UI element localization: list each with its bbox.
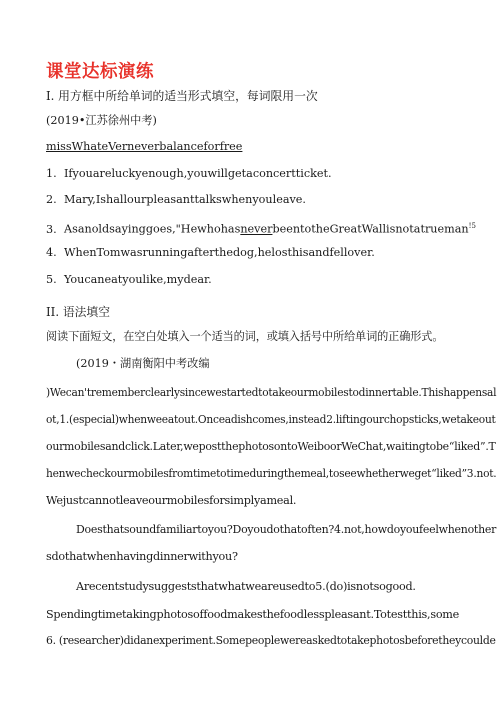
item-text-pre: Asanoldsayinggoes,"Hewhohas	[64, 222, 241, 236]
item-superscript: !5	[468, 222, 476, 230]
section1-source: (2019•江苏徐州中考)	[46, 114, 157, 127]
item-text: WhenTomwasrunningafterthedog,helosthisandfellover.	[64, 246, 375, 259]
section2-heading: II. 语法填空	[46, 305, 111, 319]
paragraph-line: Wejustcannotleaveourmobilesforsimplyameal.	[46, 494, 297, 507]
item-underlined-word: never	[240, 222, 273, 236]
item-number: 4.	[46, 246, 57, 259]
paragraph-line: )Wecan'trememberclearlysincewestartedtotakeourmobilestodinnertable.Thishappensal	[46, 386, 497, 399]
paragraph-line: Doesthatsoundfamiliartoyou?Doyoudothatoften?4.not,howdoyoufeelwhenother	[76, 523, 497, 536]
paragraph-line: sdothatwhenhavingdinnerwithyou?	[46, 550, 238, 563]
list-item	[46, 246, 375, 260]
paragraph-line: henwecheckourmobilesfromtimetotimeduringthemeal,toseewhetherweget“liked”3.not.	[46, 467, 497, 480]
item-text: Mary,Ishallourpleasanttalkswhenyouleave.	[64, 193, 306, 206]
list-item	[46, 273, 212, 287]
word-box: missWhateVerneverbalanceforfree	[46, 140, 243, 153]
paragraph-line: ourmobilesandclick.Later,wepostthephotosontoWeiboorWeChat,waitingtobe“liked”.T	[46, 440, 496, 453]
item-number: 2.	[46, 193, 57, 206]
section1-heading: I. 用方框中所给单词的适当形式填空，每词限用一次	[46, 89, 318, 103]
list-item	[46, 167, 332, 181]
page-title: 课堂达标演练	[46, 62, 154, 82]
item-number: 1.	[46, 167, 57, 180]
paragraph-line: Spendingtimetakingphotosoffoodmakesthefoodlesspleasant.Totestthis,some	[46, 608, 460, 621]
item-number: 3.	[46, 222, 57, 236]
paragraph-line: 6. (researcher)didanexperiment.Somepeoplewereaskedtotakephotosbeforetheycoulde	[46, 634, 496, 647]
item-number: 5.	[46, 273, 57, 286]
section2-instruction: 阅读下面短文，在空白处填入一个适当的词，或填入括号中所给单词的正确形式。	[46, 330, 444, 343]
item-text: Youcaneatyoulike,mydear.	[64, 273, 212, 286]
item-text-post: beentotheGreatWallisnotatrueman	[272, 222, 469, 236]
section2-source: (2019・湖南衡阳中考改编	[76, 357, 210, 370]
paragraph-line: Arecentstudysuggeststhatwhatweareusedto5.(do)isnotsogood.	[76, 580, 416, 593]
paragraph-line: ot,1.(especial)whenweeatout.Onceadishcomes,instead2.liftingourchopsticks,wetakeout	[46, 413, 496, 426]
list-item	[46, 193, 306, 207]
item-text: Ifyouareluckyenough,youwillgetaconcertticket.	[64, 167, 332, 180]
list-item	[46, 219, 476, 237]
